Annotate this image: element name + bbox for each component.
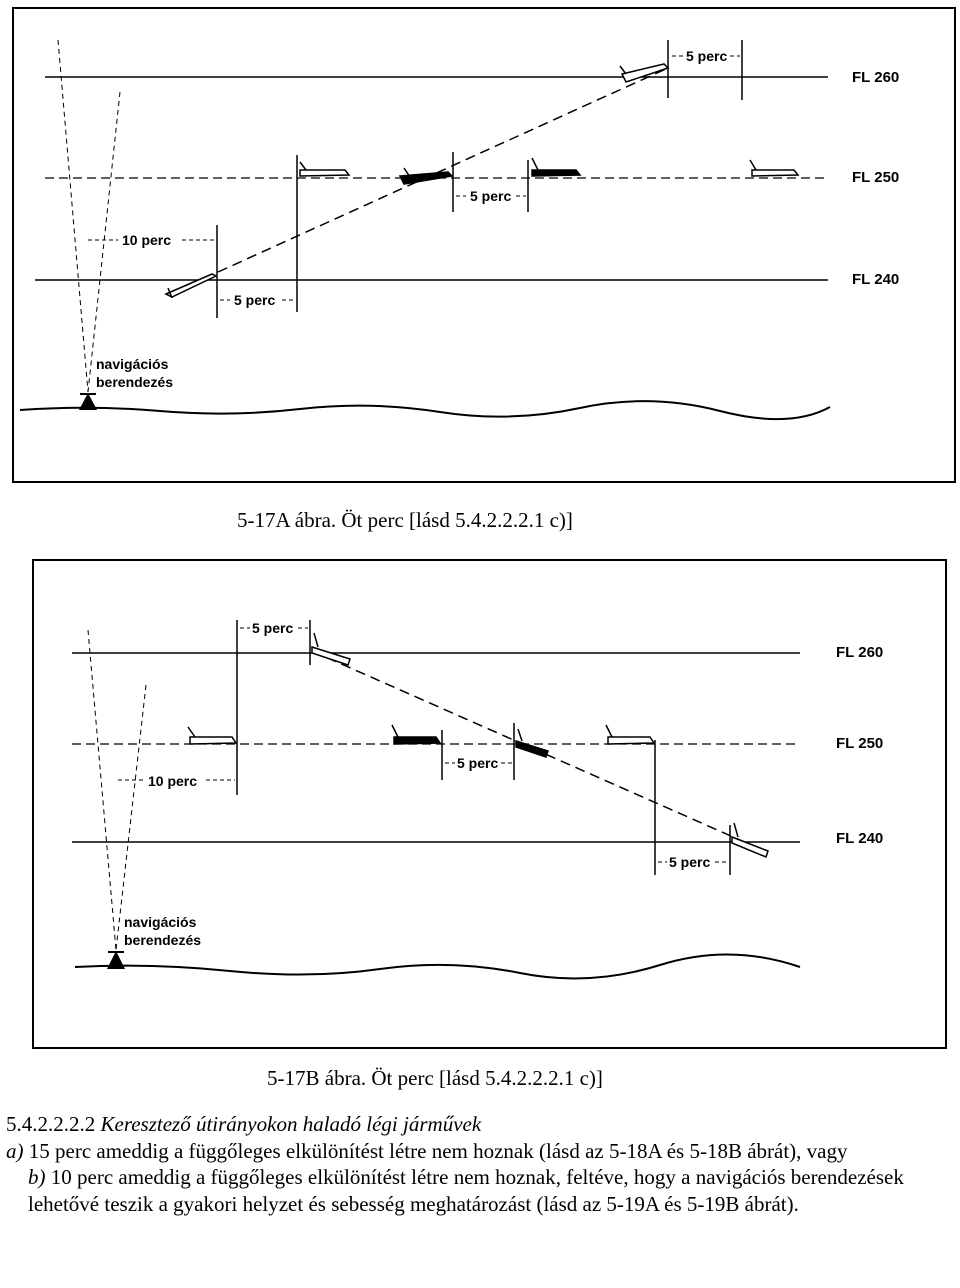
section-number: 5.4.2.2.2.2 <box>6 1112 96 1136</box>
interval-label: 10 perc <box>122 232 172 248</box>
item-marker: b) <box>28 1165 46 1189</box>
aircraft-outline-icon <box>300 162 349 176</box>
figure-5-17a-diagram <box>0 0 960 495</box>
interval-label: 5 perc <box>457 755 499 771</box>
item-marker: a) <box>6 1138 24 1163</box>
aircraft-outline-icon <box>732 823 768 857</box>
nav-label: navigációs <box>124 914 197 930</box>
navigation-station-icon <box>107 951 125 969</box>
nav-beam-right <box>116 685 146 950</box>
aircraft-outline-icon <box>750 160 798 176</box>
aircraft-outline-icon <box>606 725 654 744</box>
figure-5-17b-diagram <box>0 555 960 1055</box>
interval-label: 5 perc <box>686 48 728 64</box>
fl-label: FL 260 <box>836 644 884 661</box>
fl-label: FL 260 <box>852 69 900 86</box>
figure-5-17a <box>0 0 960 495</box>
list-item <box>6 1164 956 1217</box>
aircraft-solid-icon <box>392 725 440 744</box>
nav-label: navigációs <box>96 356 169 372</box>
nav-beam-left <box>58 40 88 392</box>
aircraft-solid-icon <box>400 168 452 184</box>
ground-line <box>20 401 830 419</box>
interval-label: 5 perc <box>252 620 294 636</box>
fl-label: FL 250 <box>836 735 884 752</box>
ground-line <box>75 954 800 978</box>
fl-label: FL 240 <box>852 271 900 288</box>
interval-label: 5 perc <box>669 854 711 870</box>
nav-beam-right <box>88 92 120 392</box>
aircraft-solid-icon <box>532 158 580 176</box>
navigation-station-icon <box>79 393 97 410</box>
nav-beam-left <box>88 630 116 950</box>
section-heading <box>6 1111 956 1138</box>
figure-caption: 5-17B ábra. Öt perc [lásd 5.4.2.2.2.1 c)] <box>267 1066 603 1090</box>
item-text: 15 perc ameddig a függőleges elkülönítést létre nem hoznak (lásd az 5-18A és 5-18B ábrát), vagy <box>28 1138 848 1163</box>
list-item <box>6 1138 956 1165</box>
figure-frame <box>33 560 946 1048</box>
nav-label: berendezés <box>124 932 202 948</box>
section-text <box>6 1111 956 1217</box>
interval-label: 5 perc <box>470 188 512 204</box>
nav-label: berendezés <box>96 374 174 390</box>
fl-label: FL 240 <box>836 830 884 847</box>
figure-5-17b <box>0 555 960 1055</box>
figure-caption: 5-17A ábra. Öt perc [lásd 5.4.2.2.2.1 c)] <box>237 508 573 532</box>
climb-path <box>218 68 668 272</box>
section-title: Keresztező útirányokon haladó légi járművek <box>100 1112 482 1136</box>
aircraft-outline-icon <box>188 727 236 744</box>
aircraft-solid-icon <box>516 729 548 757</box>
interval-label: 5 perc <box>234 292 276 308</box>
interval-label: 10 perc <box>148 773 198 789</box>
fl-label: FL 250 <box>852 169 900 186</box>
aircraft-outline-icon <box>166 274 216 298</box>
item-text: 10 perc ameddig a függőleges elkülönítést létre nem hoznak, feltéve, hogy a navigációs berendezések lehetővé teszik a gyakori helyzet és sebesség meghatározást (lásd az 5-19A és 5-19B ábrát). <box>28 1165 904 1216</box>
